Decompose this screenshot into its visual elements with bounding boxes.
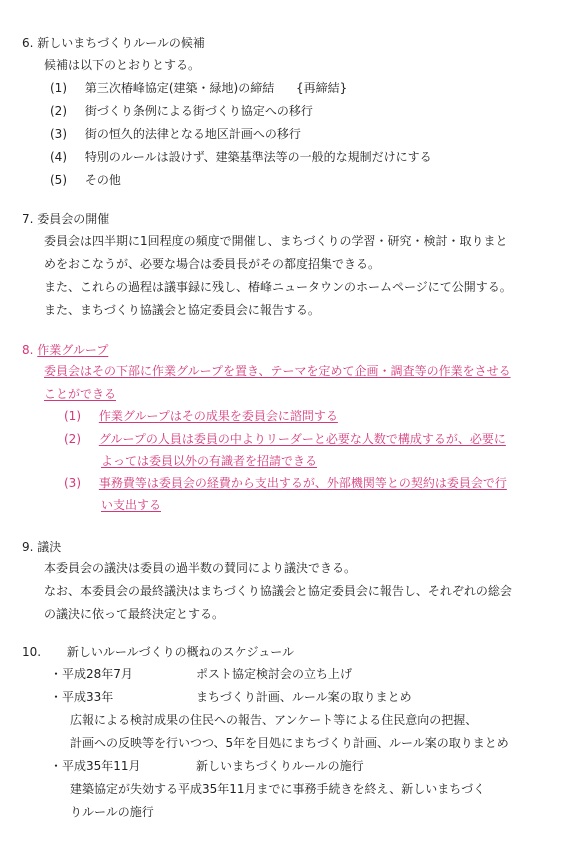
section-8-title: 作業グループ [37, 343, 109, 357]
section-8-item-1 [64, 409, 338, 423]
item-text: 街の恒久的法律となる地区計画への移行 [84, 127, 301, 141]
section-8-item-2 [64, 432, 506, 446]
section-7-title: 委員会の開催 [37, 212, 110, 226]
section-9-title: 議決 [37, 540, 62, 554]
item-text: グループの人員は委員の中よりリーダーと必要な人数で構成するが、必要に [98, 432, 506, 446]
section-8-heading [22, 343, 108, 357]
section-6-number: 6. [22, 36, 34, 50]
schedule-date: ・平成33年 [50, 690, 114, 704]
item-text: その他 [84, 173, 121, 187]
section-8-line-2: ことができる [44, 387, 117, 401]
section-7-line-1: 委員会は四半期に1回程度の頻度で開催し、まちづくりの学習・研究・検討・取りまと [44, 234, 508, 248]
schedule-detail-2-line-1: 広報による検討成果の住民への報告、アンケート等による住民意向の把握、 [70, 713, 478, 727]
section-6-item-5 [50, 173, 121, 187]
section-9-heading [22, 540, 61, 554]
schedule-detail-3-line-1: 建築協定が失効する平成35年11月までに事務手続きを終え、新しいまちづく [70, 782, 486, 796]
section-6-item-4 [50, 150, 432, 164]
item-number: (3) [50, 127, 67, 141]
item-number: (5) [50, 173, 67, 187]
item-text: 作業グループはその成果を委員会に諮問する [98, 409, 338, 423]
section-8-item-3-cont: い支出する [101, 498, 162, 512]
section-9-line-3: の議決に依って最終決定とする。 [44, 607, 225, 621]
section-7-line-2: めをおこなうが、必要な場合は委員長がその都度招集できる。 [44, 257, 381, 271]
schedule-item-1 [50, 667, 352, 681]
section-6-heading [22, 36, 205, 50]
item-number: (1) [64, 409, 81, 423]
schedule-item-3 [50, 759, 364, 773]
item-number: (1) [50, 81, 67, 95]
item-text: 事務費等は委員会の経費から支出するが、外部機関等との契約は委員会で行 [98, 476, 507, 490]
item-note: {再締結} [296, 81, 348, 95]
schedule-detail-3-line-2: りルールの施行 [70, 805, 154, 819]
schedule-date: ・平成35年11月 [50, 759, 141, 773]
section-6-item-1 [50, 81, 347, 95]
section-10-number: 10. [22, 645, 42, 659]
item-number: (2) [64, 432, 81, 446]
item-text: 第三次椿峰協定(建築・緑地)の締結 [84, 81, 275, 95]
section-7-line-3: また、これらの過程は議事録に残し、椿峰ニュータウンのホームページにて公開する。 [44, 280, 512, 294]
section-7-line-4: また、まちづくり協議会と協定委員会に報告する。 [44, 303, 320, 317]
item-number: (4) [50, 150, 67, 164]
item-number: (2) [50, 104, 67, 118]
section-10-title: 新しいルールづくりの概ねのスケジュール [66, 645, 294, 659]
section-10-heading [22, 645, 294, 659]
section-6-intro: 候補は以下のとおりとする。 [44, 58, 201, 72]
schedule-text: ポスト協定検討会の立ち上げ [196, 667, 353, 681]
item-text: 街づくり条例による街づくり協定への移行 [84, 104, 313, 118]
section-8-line-1: 委員会はその下部に作業グループを置き、テーマを定めて企画・調査等の作業をさせる [44, 364, 511, 378]
section-7-number: 7. [22, 212, 34, 226]
section-9-line-2: なお、本委員会の最終議決はまちづくり協議会と協定委員会に報告し、それぞれの総会 [44, 584, 512, 598]
section-6-title: 新しいまちづくりルールの候補 [37, 36, 205, 50]
schedule-text: 新しいまちづくりルールの施行 [196, 759, 364, 773]
schedule-date: ・平成28年7月 [50, 667, 133, 681]
section-8-item-3 [64, 476, 507, 490]
section-9-number: 9. [22, 540, 34, 554]
item-text: 特別のルールは設けず、建築基準法等の一般的な規制だけにする [84, 150, 432, 164]
schedule-item-2 [50, 690, 412, 704]
section-6-item-2 [50, 104, 313, 118]
item-number: (3) [64, 476, 81, 490]
section-8-item-2-cont: よっては委員以外の有識者を招請できる [101, 454, 318, 468]
section-8-number: 8. [22, 343, 34, 357]
section-6-item-3 [50, 127, 301, 141]
section-7-heading [22, 212, 109, 226]
section-9-line-1: 本委員会の議決は委員の過半数の賛同により議決できる。 [44, 561, 357, 575]
schedule-detail-2-line-2: 計画への反映等を行いつつ、5年を目処にまちづくり計画、ルール案の取りまとめ [70, 736, 509, 750]
schedule-text: まちづくり計画、ルール案の取りまとめ [196, 690, 412, 704]
